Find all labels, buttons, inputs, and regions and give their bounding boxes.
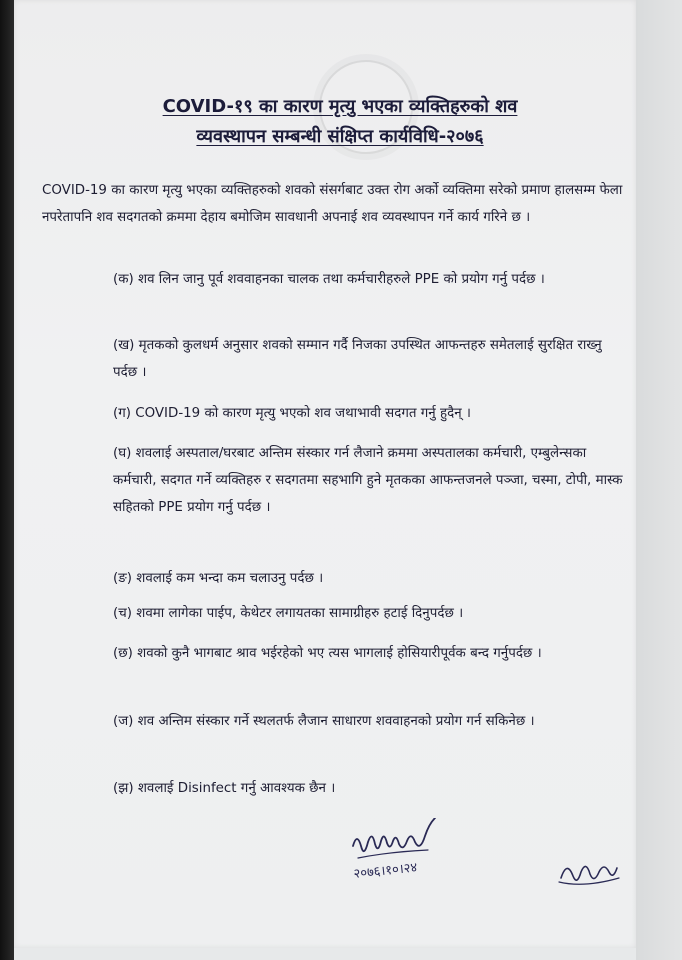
handwritten-signature [348, 818, 473, 888]
list-item-nga: (ङ) शवलाई कम भन्दा कम चलाउनु पर्दछ । [113, 571, 324, 586]
list-item-chha: (छ) शवको कुनै भागबाट श्राव भईरहेको भए त्यस भागलाई होसियारीपूर्वक बन्द गर्नुपर्दछ । [113, 646, 542, 661]
title-line-1: COVID-१९ का कारण मृत्यु भएका व्यक्तिहरुको शव [162, 96, 518, 117]
paper-right-margin [636, 0, 682, 960]
list-item-cha: (च) शवमा लागेका पाईप, केथेटर लगायतका सामाग्रीहरु हटाई दिनुपर्दछ । [113, 606, 464, 621]
list-item-ka: (क) शव लिन जानु पूर्व शववाहनका चालक तथा कर्मचारीहरुले PPE को प्रयोग गर्नु पर्दछ । [113, 272, 545, 287]
list-item-ja: (ज) शव अन्तिम संस्कार गर्ने स्थलतर्फ लैजान साधारण शववाहनको प्रयोग गर्न सकिनेछ । [113, 714, 535, 729]
document-title [60, 92, 620, 152]
list-item-ga: (ग) COVID-19 को कारण मृत्यु भएको शव जथाभावी सदगत गर्नु हुदैन् । [113, 406, 471, 421]
second-signature [555, 852, 625, 892]
intro-paragraph: COVID-19 का कारण मृत्यु भएका व्यक्तिहरुको शवको संसर्गबाट उक्त रोग अर्को व्यक्तिमा सरेको प्रमाण हालसम्म फेला नपरेतापनि शव सदगतको क्रममा देहाय बमोजिम सावधानी अपनाई शव व्यवस्थापन गर्ने कार्य गरिने छ । [42, 183, 623, 225]
list-item-kha: (ख) मृतकको कुलधर्म अनुसार शवको सम्मान गर्दै निजका उपस्थित आफन्तहरु समेतलाई सुरक्षित राख्नु पर्दछ । [113, 338, 602, 380]
list-item-jha: (झ) शवलाई Disinfect गर्नु आवश्यक छैन । [113, 781, 336, 796]
list-item-gha: (घ) शवलाई अस्पताल/घरबाट अन्तिम संस्कार गर्न लैजाने क्रममा अस्पतालका कर्मचारी, एम्बुलेन्सका कर्मचारी, सदगत गर्ने व्यक्तिहरु र सदगतमा सहभागि हुने मृतकका आफन्तजनले पञ्जा, चस्मा, टोपी, मास्क सहितको PPE प्रयोग गर्नु पर्दछ । [113, 446, 623, 515]
title-line-2: व्यवस्थापन सम्बन्धी संक्षिप्त कार्यविधि-२०७६ [196, 126, 484, 147]
signature-date: २०७६।१०।२४ [352, 860, 419, 882]
dark-left-edge [0, 0, 14, 960]
